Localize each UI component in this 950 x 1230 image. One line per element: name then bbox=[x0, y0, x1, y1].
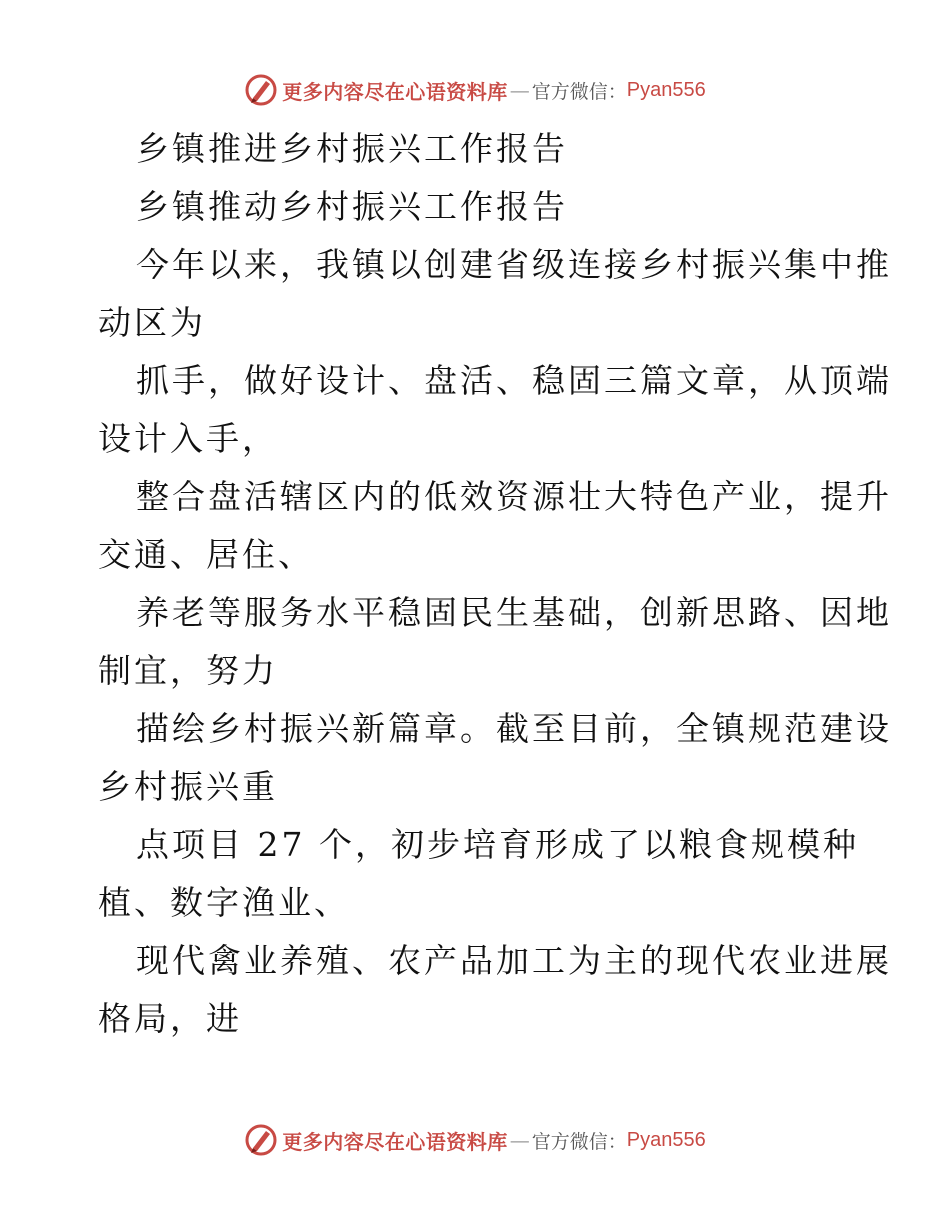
banner-wechat-label: 官方微信： bbox=[531, 80, 627, 103]
banner-wechat-id: Pyan556 bbox=[626, 1128, 706, 1151]
doc-line: 现代禽业养殖、农产品加工为主的现代农业进展 bbox=[136, 941, 892, 980]
doc-line: 制宜，努力 bbox=[98, 651, 278, 690]
doc-line: 动区为 bbox=[98, 303, 206, 342]
doc-line: 设计入手， bbox=[98, 419, 278, 458]
doc-line: 乡镇推动乡村振兴工作报告 bbox=[136, 187, 568, 226]
document-body bbox=[98, 120, 892, 1048]
banner-wechat-label: 官方微信： bbox=[531, 1130, 627, 1153]
banner-title: 更多内容尽在心语资料库 bbox=[282, 79, 508, 104]
doc-line: 乡村振兴重 bbox=[98, 767, 278, 806]
banner-dash: — bbox=[509, 1128, 530, 1152]
doc-line: 交通、居住、 bbox=[98, 535, 314, 574]
doc-line: 格局，进 bbox=[98, 999, 242, 1038]
banner-wechat-id: Pyan556 bbox=[626, 78, 706, 101]
pen-logo-icon bbox=[244, 73, 278, 107]
doc-line: 点项目 27 个，初步培育形成了以粮食规模种 bbox=[136, 825, 859, 864]
doc-line: 整合盘活辖区内的低效资源壮大特色产业，提升 bbox=[136, 477, 892, 516]
banner-title: 更多内容尽在心语资料库 bbox=[282, 1129, 508, 1154]
doc-line: 养老等服务水平稳固民生基础，创新思路、因地 bbox=[136, 593, 892, 632]
header-banner bbox=[0, 70, 950, 110]
doc-line: 描绘乡村振兴新篇章。截至目前，全镇规范建设 bbox=[136, 709, 892, 748]
doc-line: 乡镇推进乡村振兴工作报告 bbox=[136, 129, 568, 168]
pen-logo-icon bbox=[244, 1123, 278, 1157]
banner-dash: — bbox=[509, 78, 530, 102]
footer-banner bbox=[0, 1120, 950, 1160]
doc-line: 抓手，做好设计、盘活、稳固三篇文章，从顶端 bbox=[136, 361, 892, 400]
doc-line: 植、数字渔业、 bbox=[98, 883, 350, 922]
doc-line: 今年以来，我镇以创建省级连接乡村振兴集中推 bbox=[136, 245, 892, 284]
